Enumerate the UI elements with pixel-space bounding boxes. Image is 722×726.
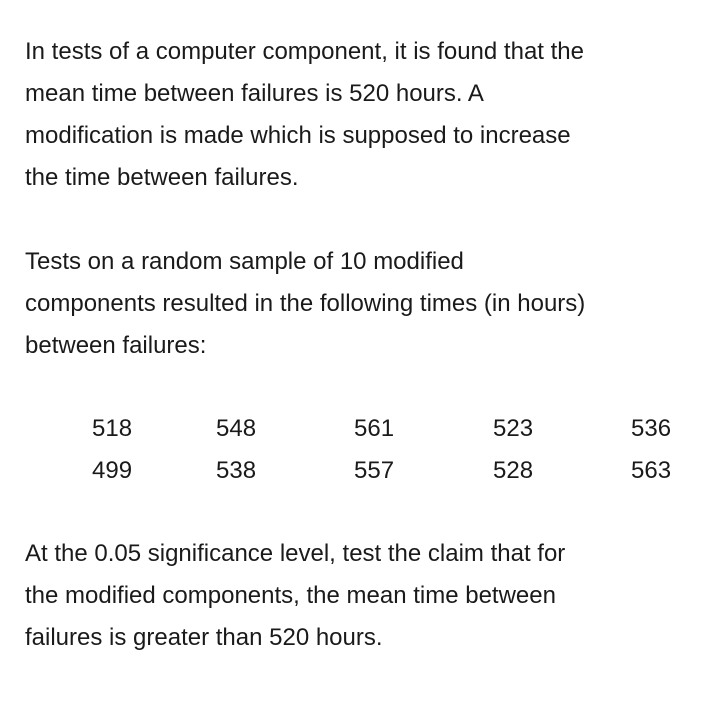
text-line: modification is made which is supposed to increase: [25, 122, 571, 149]
text-line: At the 0.05 significance level, test the claim that for: [25, 540, 566, 567]
table-row: [25, 408, 715, 450]
sample-description-paragraph: [25, 241, 585, 367]
table-cell: 536: [631, 415, 672, 442]
text-line: the time between failures.: [25, 164, 299, 191]
problem-intro-paragraph: [25, 31, 584, 199]
text-line: mean time between failures is 520 hours. A: [25, 80, 484, 107]
table-cell: 563: [631, 457, 672, 484]
failure-times-table: [25, 408, 715, 492]
table-row: [25, 450, 715, 492]
text-line: components resulted in the following times (in hours): [25, 290, 586, 317]
table-cell: 499: [92, 457, 133, 484]
table-cell: 538: [216, 457, 257, 484]
text-line: Tests on a random sample of 10 modified: [25, 248, 464, 275]
table-cell: 528: [493, 457, 534, 484]
text-line: failures is greater than 520 hours.: [25, 624, 383, 651]
table-cell: 561: [354, 415, 395, 442]
table-cell: 518: [92, 415, 133, 442]
text-line: the modified components, the mean time between: [25, 582, 556, 609]
table-cell: 548: [216, 415, 257, 442]
text-line: between failures:: [25, 332, 207, 359]
hypothesis-claim-paragraph: [25, 533, 565, 659]
table-cell: 557: [354, 457, 395, 484]
table-cell: 523: [493, 415, 534, 442]
text-line: In tests of a computer component, it is found that the: [25, 38, 584, 65]
